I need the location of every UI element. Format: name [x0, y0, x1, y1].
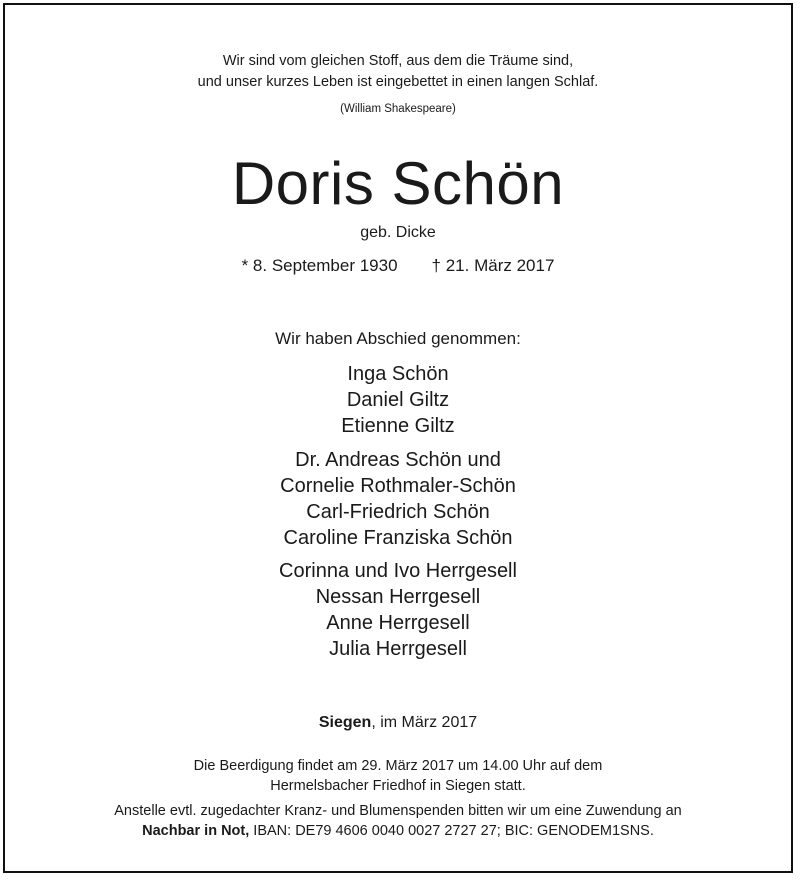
mourners-group-2 — [5, 447, 791, 551]
funeral-line: Die Beerdigung findet am 29. März 2017 um 14.00 Uhr auf dem — [193, 758, 603, 774]
date-text: , im März 2017 — [371, 714, 478, 731]
life-dates — [5, 256, 791, 276]
donation-org: Nachbar in Not, — [142, 823, 250, 839]
mourner-name: Inga Schön — [347, 363, 449, 385]
place-name: Siegen — [318, 714, 372, 731]
mourner-name: Etienne Giltz — [341, 415, 455, 437]
mourner-name: Corinna und Ivo Herrgesell — [279, 560, 517, 582]
death-date: † 21. März 2017 — [431, 256, 555, 275]
funeral-info — [5, 756, 791, 796]
mourner-name: Dr. Andreas Schön und — [295, 449, 501, 471]
mourner-name: Anne Herrgesell — [326, 612, 470, 634]
donation-line: Anstelle evtl. zugedachter Kranz- und Blumenspenden bitten wir um eine Zuwendung an — [114, 803, 682, 819]
donation-bank-line — [5, 821, 791, 841]
quote-author: (William Shakespeare) — [340, 103, 456, 115]
farewell-heading: Wir haben Abschied genommen: — [275, 329, 521, 348]
mourners-group-1 — [5, 361, 791, 439]
mourner-name: Julia Herrgesell — [329, 638, 467, 660]
mourner-name: Carl-Friedrich Schön — [306, 501, 490, 523]
birth-date: * 8. September 1930 — [241, 256, 398, 275]
mourners-group-3 — [5, 558, 791, 662]
place-date — [5, 714, 791, 732]
funeral-line: Hermelsbacher Friedhof in Siegen statt. — [270, 778, 526, 794]
donation-info — [5, 801, 791, 841]
quote-line: und unser kurzes Leben ist eingebettet in einen langen Schlaf. — [197, 74, 599, 90]
quote-line: Wir sind vom gleichen Stoff, aus dem die Träume sind, — [222, 53, 574, 69]
mourner-name: Daniel Giltz — [346, 389, 450, 411]
mourner-name: Nessan Herrgesell — [315, 586, 481, 608]
obituary-notice — [3, 3, 793, 873]
quote — [5, 51, 791, 93]
bank-details: IBAN: DE79 4606 0040 0027 2727 27; BIC: GENODEM1SNS. — [249, 823, 654, 839]
maiden-name: geb. Dicke — [360, 224, 436, 241]
mourner-name: Caroline Franziska Schön — [283, 527, 513, 549]
mourner-name: Cornelie Rothmaler-Schön — [280, 475, 516, 497]
deceased-name: Doris Schön — [231, 150, 565, 217]
